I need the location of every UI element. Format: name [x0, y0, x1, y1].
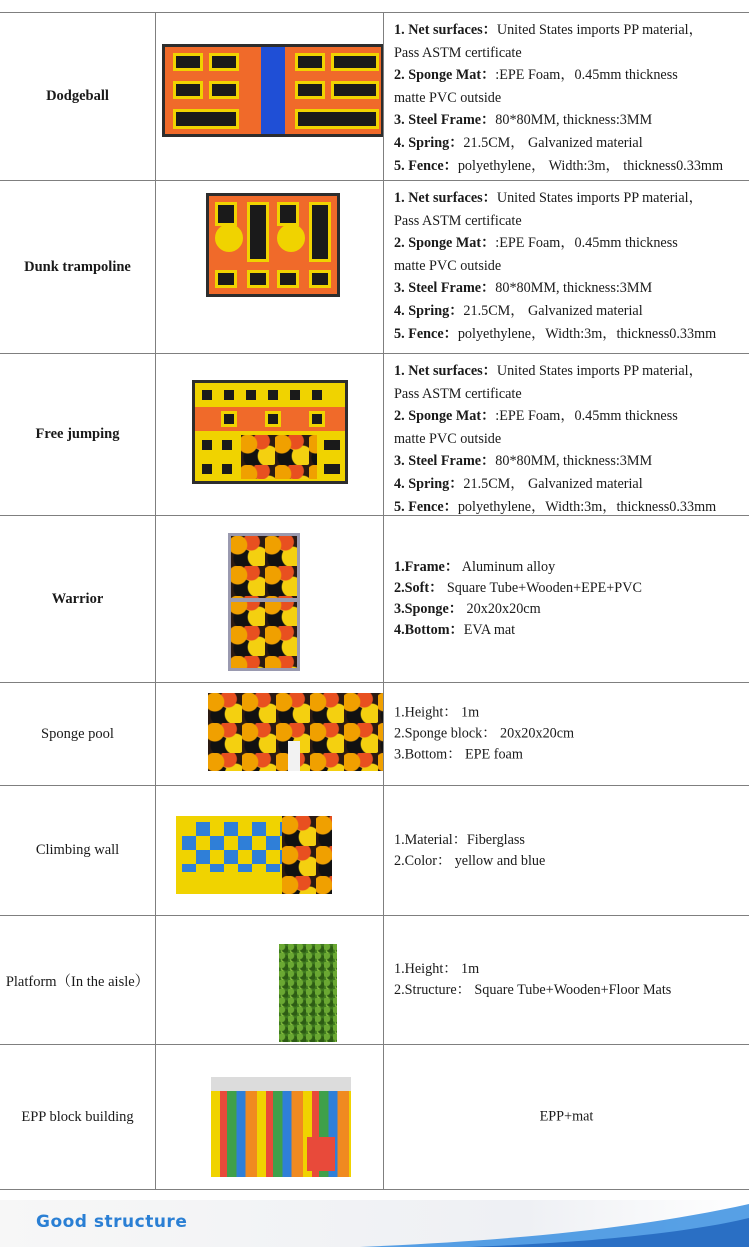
row-spec-cell — [383, 1045, 749, 1189]
spec-line: 2. Sponge Mat：:EPE Foam，0.45mm thickness — [394, 235, 678, 252]
row-name: Dunk trampoline — [24, 258, 131, 275]
row-spec-cell — [383, 916, 749, 1044]
platform-grass-image — [279, 944, 337, 1042]
row-name: Platform（In the aisle） — [5, 973, 150, 990]
spec-list — [394, 830, 545, 872]
spec-line: 1. Net surfaces：United States imports PP material， — [394, 363, 703, 379]
epp-block-building-image — [211, 1077, 351, 1177]
row-image-cell — [155, 13, 383, 180]
row-name: EPP block building — [21, 1108, 134, 1125]
climbing-wall-image — [176, 816, 332, 894]
spec-list — [384, 181, 749, 345]
spec-line: 3.Sponge： 20x20x20cm — [394, 601, 541, 617]
row-image-cell — [155, 683, 383, 785]
table-row — [0, 515, 749, 682]
row-name: Sponge pool — [41, 725, 114, 742]
spec-line: 2.Structure： Square Tube+Wooden+Floor Mats — [394, 982, 672, 998]
spec-line: 5. Fence：polyethylene，Width:3m，thickness0.33mm — [394, 498, 717, 515]
spec-line: 2.Sponge block： 20x20x20cm — [394, 725, 575, 742]
row-name: Dodgeball — [46, 88, 109, 104]
table-row — [0, 682, 749, 785]
table-row — [0, 353, 749, 515]
row-name: Warrior — [51, 590, 104, 607]
spec-line: 1.Frame： Aluminum alloy — [394, 559, 556, 575]
table-row — [0, 915, 749, 1044]
warrior-image — [228, 533, 300, 671]
spec-line: matte PVC outside — [394, 257, 502, 274]
spec-line: 2. Sponge Mat：:EPE Foam，0.45mm thickness — [394, 408, 678, 425]
row-image-cell — [155, 916, 383, 1044]
spec-line: 4.Bottom：EVA mat — [394, 622, 516, 638]
spec-line: 5. Fence：polyethylene，Width:3m，thickness0.33mm — [394, 325, 717, 342]
spec-line: 2.Soft： Square Tube+Wooden+EPE+PVC — [394, 580, 642, 596]
row-name: Free jumping — [35, 426, 120, 442]
spec-line: 3.Bottom： EPE foam — [394, 746, 523, 763]
spec-list — [384, 354, 749, 515]
spec-line: 1.Material：Fiberglass — [394, 831, 525, 848]
spec-line: 3. Steel Frame：80*80MM, thickness:3MM — [394, 280, 653, 297]
row-spec-cell — [383, 181, 749, 353]
spec-line: 2.Color： yellow and blue — [394, 852, 546, 869]
spec-line: 4. Spring：21.5CM， Galvanized material — [394, 302, 643, 319]
footer-banner — [0, 1200, 749, 1247]
footer-title: Good structure — [36, 1212, 188, 1232]
spec-list — [394, 959, 671, 1001]
spec-line: 1. Net surfaces：United States imports PP material， — [394, 190, 703, 206]
spec-line: 1. Net surfaces：United States imports PP material， — [394, 22, 703, 38]
row-image-cell — [155, 354, 383, 515]
row-image-cell — [155, 181, 383, 353]
spec-list — [394, 703, 574, 766]
spec-line: Pass ASTM certificate — [394, 212, 522, 229]
spec-line: 5. Fence：polyethylene， Width:3m， thickness0.33mm — [394, 157, 723, 174]
table-row — [0, 1044, 749, 1190]
spec-line: 2. Sponge Mat：:EPE Foam，0.45mm thickness — [394, 67, 678, 84]
row-spec-cell — [383, 13, 749, 180]
row-name: Climbing wall — [35, 842, 120, 858]
spec-line: 1.Height： 1m — [394, 704, 480, 721]
table-row — [0, 785, 749, 915]
table-row — [0, 12, 749, 180]
table-row — [0, 180, 749, 353]
spec-line: 3. Steel Frame：80*80MM, thickness:3MM — [394, 112, 653, 129]
spec-line: Pass ASTM certificate — [394, 44, 522, 61]
sponge-pool-image — [208, 693, 383, 771]
dodgeball-court-image — [162, 44, 383, 137]
free-jumping-image — [192, 380, 348, 484]
spec-line: 1.Height： 1m — [394, 961, 480, 977]
spec-line: Pass ASTM certificate — [394, 385, 522, 402]
spec-list — [384, 13, 749, 177]
row-spec-cell — [383, 516, 749, 682]
spec-list — [394, 557, 642, 641]
spec-line: 4. Spring：21.5CM， Galvanized material — [394, 134, 643, 151]
spec-line: matte PVC outside — [394, 89, 502, 106]
row-image-cell — [155, 786, 383, 915]
spec-line: matte PVC outside — [394, 430, 502, 447]
row-spec-cell — [383, 354, 749, 515]
spec-line: 3. Steel Frame：80*80MM, thickness:3MM — [394, 453, 653, 470]
spec-line: EPP+mat — [539, 1108, 594, 1125]
spec-line: 4. Spring：21.5CM， Galvanized material — [394, 475, 643, 492]
dunk-trampoline-image — [206, 193, 340, 297]
row-spec-cell — [383, 683, 749, 785]
row-image-cell — [155, 516, 383, 682]
row-image-cell — [155, 1045, 383, 1189]
row-spec-cell — [383, 786, 749, 915]
